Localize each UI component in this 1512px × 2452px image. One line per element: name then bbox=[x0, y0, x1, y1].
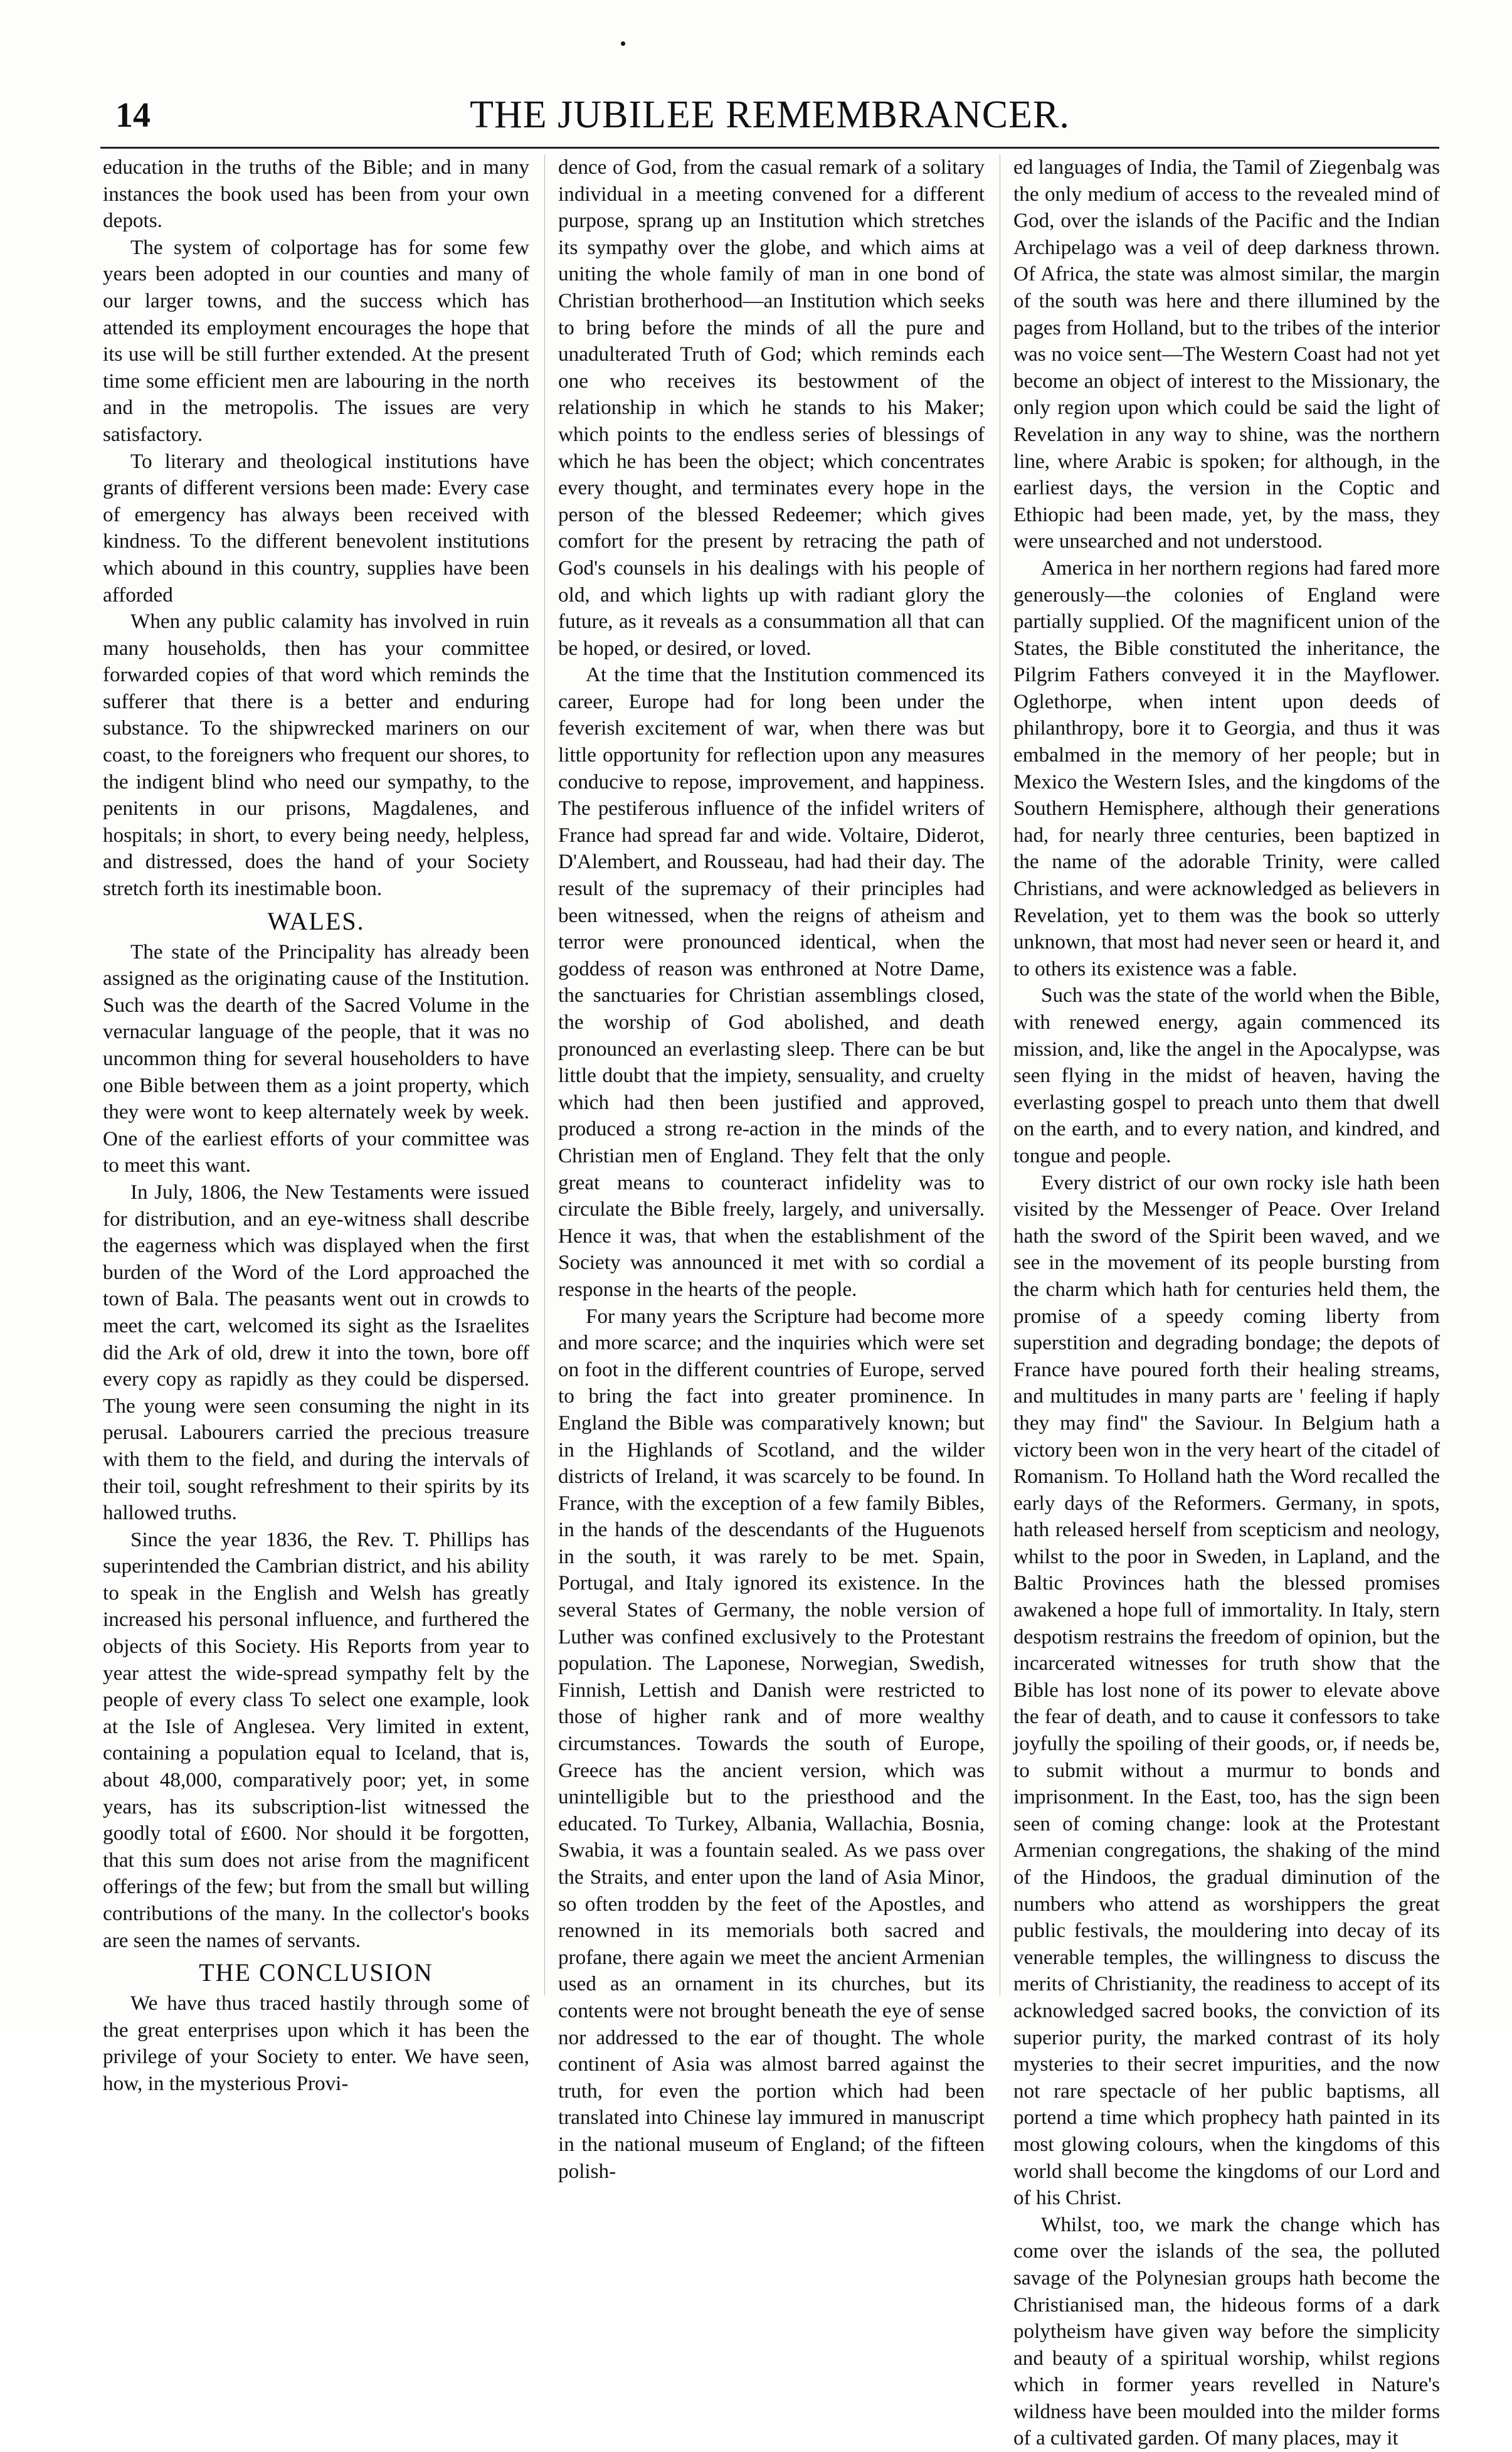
paragraph: The system of colportage has for some few years been adopted in our counties and many of our larger towns, and the success which has attended its employment encourages the hope that its use will be still further extended. At the present time some efficient men are labouring in the north and in the metropolis. The issues are very satisfactory. bbox=[103, 235, 529, 446]
paragraph: Such was the state of the world when the Bible, with renewed energy, again commenced its mission, and, like the angel in the Apocalypse, was seen flying in the midst of heaven, having the everlasting gospel to preach unto them that dwell on the earth, and to every nation, and kindred, and tongue and people. bbox=[1013, 984, 1440, 1167]
running-title: THE JUBILEE REMEMBRANCER. bbox=[470, 93, 1070, 136]
column-right bbox=[1013, 154, 1440, 2450]
page-number: 14 bbox=[115, 96, 151, 135]
header-rule bbox=[100, 147, 1439, 149]
paragraph: For many years the Scripture had become more and more scarce; and the inquiries which were set on foot in the different countries of Europe, served to bring the fact into greater prominence. In England the Bible was comparatively known; but in the Highlands of Scotland, and the wilder districts of Ireland, it was scarcely to be found. In France, with the exception of a few family Bibles, in the hands of the descendants of the Huguenots in the south, it was rarely to be met. Spain, Portugal, and Italy ignored its existence. In the several States of Germany, the noble version of Luther was confined exclusively to the Protestant population. The Laponese, Norwegian, Swedish, Finnish, Lettish and Danish were restricted to those of higher rank and of more wealthy circumstances. Towards the south of Europe, Greece has the ancient version, which was unintelligible but to the priesthood and the educated. To Turkey, Albania, Wallachia, Bosnia, Swabia, it was a fountain sealed. As we pass over the Straits, and enter upon the land of Asia Minor, so often trodden by the feet of the Apostles, and renowned in its memorials both sacred and profane, there again we meet the ancient Armenian used as an ornament in its churches, but its contents were not brought beneath the eye of sense nor addressed to the ear of thought. The whole continent of Asia was almost barred against the truth, for even the portion which had been translated into Chinese lay immured in manuscript in the national museum of England; of the fifteen polish- bbox=[558, 1304, 985, 2183]
paragraph: To literary and theological institutions have grants of different versions been made: Every case of emergency has always been received with kindness. To the different benevolent institutions which abound in this country, supplies have been afforded bbox=[103, 449, 529, 607]
paragraph: dence of God, from the casual remark of a solitary individual in a meeting convened for a different purpose, sprang up an Institution which stretches its sympathy over the globe, and which aims at uniting the whole family of man in one bond of Christian brotherhood—an Institution which seeks to bring before the minds of all the pure and unadulterated Truth of God; which reminds each one who receives its bestowment of the relationship in which he stands to his Maker; which points to the endless series of blessings of which he has been the object; which concentrates every thought, and terminates every hope in the person of the blessed Redeemer; which gives comfort for the present by retracing the path of God's counsels in his dealings with his people of old, and which lights up with radiant glory the future, as it reveals as a consummation all that can be hoped, or desired, or loved. bbox=[558, 156, 985, 660]
paragraph: Whilst, too, we mark the change which has come over the islands of the sea, the polluted savage of the Polynesian groups hath become the Christianised man, the hideous forms of a dark polytheism have given way before the simplicity and beauty of a spiritual worship, whilst regions which in former years revelled in Nature's wildness have been moulded into the milder forms of a cultivated garden. Of many places, may it bbox=[1013, 2212, 1440, 2450]
paragraph: When any public calamity has involved in ruin many households, then has your committee forwarded copies of that word which reminds the sufferer that there is a better and enduring substance. To the shipwrecked mariners on our coast, to the foreigners who frequent our shores, to the indigent blind who need our sympathy, to the penitents in our prisons, Magdalenes, and hospitals; in short, to every being needy, helpless, and distressed, does the hand of your Society stretch forth its inestimable boon. bbox=[103, 610, 529, 901]
section-heading-wales: WALES. bbox=[267, 906, 365, 935]
page-header bbox=[100, 93, 1439, 144]
paragraph: ed languages of India, the Tamil of Ziegenbalg was the only medium of access to the revealed mind of God, over the islands of the Pacific and the Indian Archipelago was a veil of deep darkness thrown. Of Africa, the state was almost similar, the margin of the south was here and there illumined by the pages from Holland, but to the tribes of the interior was no voice sent—The Western Coast had not yet become an object of interest to the Missionary, the only region upon which could be said the light of Revelation in any way to shine, was the northern line, where Arabic is spoken; for although, in the earliest days, the version in the Coptic and Ethiopic had been made, yet, by the mass, they were unsearched and not understood. bbox=[1013, 156, 1440, 553]
text-columns bbox=[103, 154, 1440, 2450]
column-left bbox=[103, 154, 529, 2095]
section-heading-conclusion: THE CONCLUSION bbox=[199, 1958, 433, 1987]
paragraph: Every district of our own rocky isle hath been visited by the Messenger of Peace. Over Ireland hath the sword of the Spirit been waved, and we see in the movement of its people bursting from the charm which hath for centuries held them, the promise of a speedy coming liberty from superstition and degrading bondage; the depots of France have poured forth their healing streams, and multitudes in many parts are ' feeling if haply they may find" the Saviour. In Belgium hath a victory been won in the very heart of the citadel of Romanism. To Holland hath the Word recalled the early days of the Reformers. Germany, in spots, hath released herself from scepticism and neology, whilst to the poor in Sweden, in Lapland, and the Baltic Provinces hath the blessed promises awakened a hope full of immortality. In Italy, stern despotism restrains the freedom of opinion, but the incarcerated witnesses for truth show that the Bible has lost none of its power to elevate above the fear of death, and to cause it confessors to take joyfully the spoiling of their goods, or, if needs be, to submit without a murmur to bonds and imprisonment. In the East, too, has the sign been seen of coming change: look at the Protestant Armenian congregations, the shaking of the mind of the Hindoos, the gradual diminution of the numbers who attend as worshippers the great public festivals, the mouldering into decay of its venerable temples, the willingness to discuss the merits of Christianity, the readiness to accept of its acknowledged sacred books, the conviction of its superior purity, the marked contrast of its holy mysteries to their secret impurities, and the now not rare spectacle of her public baptisms, all portend a time which prophecy hath painted in its most glowing colours, when the kingdoms of this world shall become the kingdoms of our Lord and of his Christ. bbox=[1013, 1170, 1440, 2210]
column-divider bbox=[544, 154, 545, 1995]
paragraph: In July, 1806, the New Testaments were issued for distribution, and an eye-witness shall describe the eagerness which was displayed when the first burden of the Word of the Lord approached the town of Bala. The peasants went out in crowds to meet the cart, welcomed its sight as the Israelites did the Ark of old, drew it into the town, bore off every copy as rapidly as they could be dispersed. The young were seen consuming the night in its perusal. Labourers carried the precious treasure with them to the field, and during the intervals of their toil, sought refreshment to their spirits by its hallowed truths. bbox=[103, 1180, 529, 1525]
column-middle bbox=[558, 154, 985, 2183]
paragraph: We have thus traced hastily through some of the great enterprises upon which it has been the privilege of your Society to enter. We have seen, how, in the mysterious Provi- bbox=[103, 1992, 529, 2095]
paragraph: At the time that the Institution commenced its career, Europe had for long been under the feverish excitement of war, when there was but little opportunity for reflection upon any measures conducive to repose, improvement, and happiness. The pestiferous influence of the infidel writers of France had spread far and wide. Voltaire, Diderot, D'Alembert, and Rousseau, had had their day. The result of the supremacy of their principles had been witnessed, when the reigns of atheism and terror were pronounced identical, when the goddess of reason was enthroned at Notre Dame, the sanctuaries for Christian assemblings closed, the worship of God abolished, and death pronounced an everlasting sleep. There can be but little doubt that the impiety, sensuality, and cruelty which had then been justified and approved, produced a strong re-action in the minds of the Christian men of England. They felt that the only great means to counteract infidelity was to circulate the Bible freely, largely, and universally. Hence it was, that when the establishment of the Society was announced it met with so cordial a response in the hearts of the people. bbox=[558, 663, 985, 1301]
stray-ink-dot bbox=[621, 41, 625, 46]
paragraph: America in her northern regions had fared more generously—the colonies of England were partially supplied. Of the magnificent union of the States, the Bible constituted the inheritance, the Pilgrim Fathers conveyed it in the Mayflower. Oglethorpe, when intent upon deeds of philanthropy, bore it to Georgia, and thus it was embalmed in the memory of her people; but in Mexico the Western Isles, and the kingdoms of the Southern Hemisphere, although their generations had, for nearly three centuries, been baptized in the name of the adorable Trinity, were called Christians, and were acknowledged as believers in Revelation, yet to them was the book so utterly unknown, that most had never seen or heard it, and to others its existence was a fable. bbox=[1013, 556, 1440, 980]
paragraph: education in the truths of the Bible; and in many instances the book used has been from your own depots. bbox=[103, 156, 529, 233]
paragraph: Since the year 1836, the Rev. T. Phillips has superintended the Cambrian district, and his ability to speak in the English and Welsh has greatly increased his personal influence, and furthered the objects of this Society. His Reports from year to year attest the wide-spread sympathy felt by the people of every class To select one example, look at the Isle of Anglesea. Very limited in extent, containing a population equal to Iceland, that is, about 48,000, comparatively poor; yet, in some years, has its subscription-list witnessed the goodly total of £600. Nor should it be forgotten, that this sum does not arise from the magnificent offerings of the few; but from the small but willing contributions of the many. In the collector's books are seen the names of servants. bbox=[103, 1527, 529, 1952]
paragraph: The state of the Principality has already been assigned as the originating cause of the Institution. Such was the dearth of the Sacred Volume in the vernacular language of the people, that it was no uncommon thing for several householders to have one Bible between them as a joint property, which they were wont to keep alternately week by week. One of the earliest efforts of your committee was to meet this want. bbox=[103, 940, 529, 1177]
